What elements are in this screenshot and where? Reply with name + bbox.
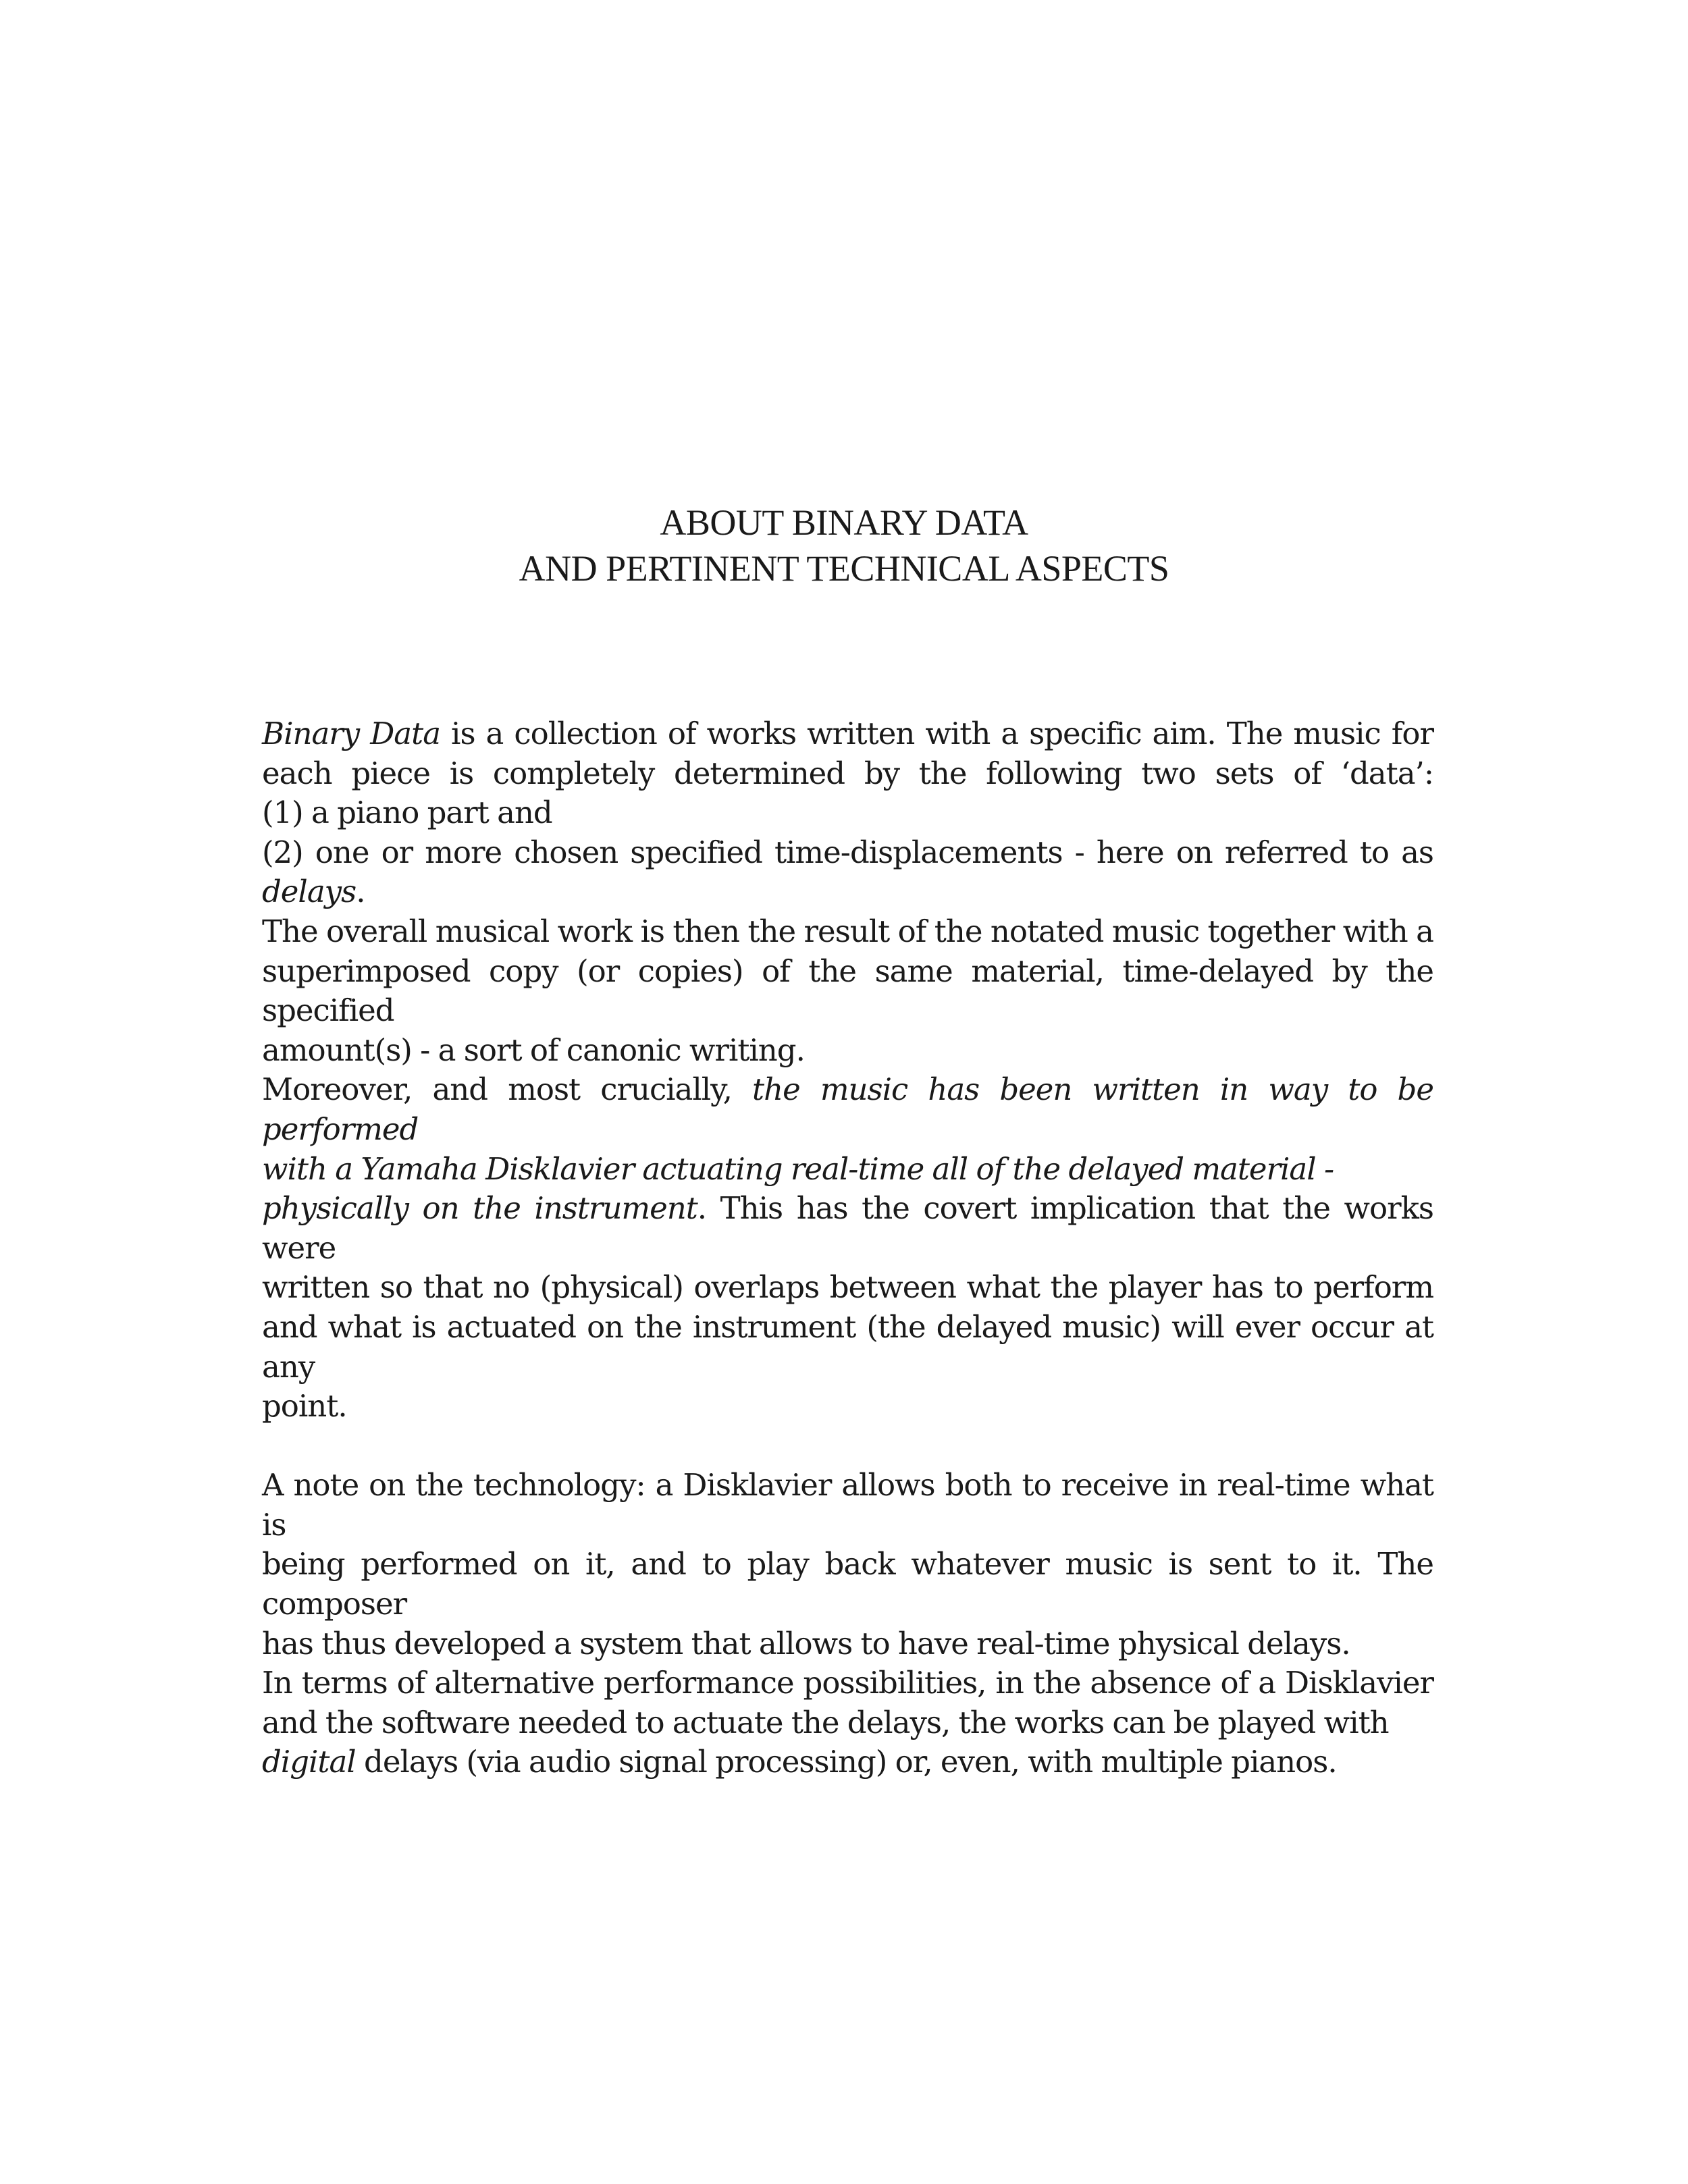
text-line: each piece is completely determined by the following two sets of ‘data’: — [262, 755, 1433, 791]
text-line: digital delays (via audio signal processing) or, even, with multiple pianos. — [262, 1744, 1337, 1780]
text-line: and what is actuated on the instrument (the delayed music) will ever occur at any — [262, 1308, 1433, 1385]
text-line: superimposed copy (or copies) of the same material, time-delayed by the specified — [262, 953, 1433, 1029]
text-line: In terms of alternative performance possibilities, in the absence of a Disklavier — [262, 1665, 1433, 1701]
paragraph-disklavier — [262, 1070, 1433, 1426]
text-line: has thus developed a system that allows to have real-time physical delays. — [262, 1625, 1350, 1661]
text-line: Binary Data is a collection of works written with a specific aim. The music for — [262, 716, 1433, 751]
text-line: delays. — [262, 874, 365, 910]
text-line: written so that no (physical) overlaps between what the player has to perform — [262, 1269, 1433, 1306]
text-line: The overall musical work is then the result of the notated music together with a — [262, 913, 1433, 949]
body-text — [262, 714, 1433, 1782]
text-line: (1) a piano part and — [262, 795, 552, 831]
text-line: amount(s) - a sort of canonic writing. — [262, 1032, 805, 1068]
work-title: Binary Data — [262, 716, 441, 751]
text-line: point. — [262, 1388, 347, 1424]
text-line: being performed on it, and to play back whatever music is sent to it. The composer — [262, 1546, 1433, 1622]
text-line: physically on the instrument. This has the covert implication that the works were — [262, 1190, 1433, 1266]
paragraph-alternatives — [262, 1663, 1433, 1782]
paragraph-overall-work — [262, 912, 1433, 1070]
text-line: with a Yamaha Disklavier actuating real-time all of the delayed material - — [262, 1150, 1334, 1187]
page-title — [0, 500, 1688, 591]
text-line: (2) one or more chosen specified time-displacements - here on referred to as — [262, 834, 1433, 870]
text-line: Moreover, and most crucially, the music has been written in way to be performed — [262, 1071, 1433, 1147]
paragraph-gap — [262, 1427, 1433, 1466]
title-line-2: AND PERTINENT TECHNICAL ASPECTS — [519, 548, 1169, 589]
paragraph-intro — [262, 714, 1433, 912]
text-line: A note on the technology: a Disklavier allows both to receive in real-time what is — [262, 1467, 1433, 1543]
text-line: and the software needed to actuate the delays, the works can be played with — [262, 1704, 1389, 1740]
paragraph-technology — [262, 1466, 1433, 1663]
title-line-1: ABOUT BINARY DATA — [660, 502, 1028, 543]
